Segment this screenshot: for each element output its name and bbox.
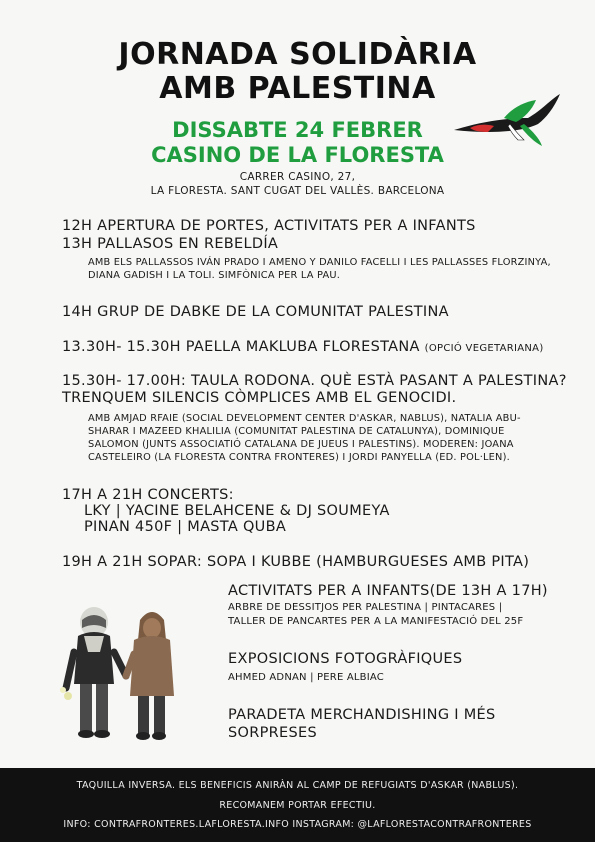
title-line-1: JORNADA SOLIDÀRIA [118,37,477,72]
schedule-dinner: 19H A 21H SOPAR: SOPA I KUBBE (HAMBURGUESES AMB PITA) [62,554,530,570]
schedule-paella-note: (OPCIÓ VEGETARIANA) [424,343,544,354]
schedule-roundtable: 15.30H- 17.00H: TAULA RODONA. QUÈ ESTÀ PASANT A PALESTINA? [62,373,567,389]
event-date: DISSABTE 24 FEBRER [172,118,423,142]
kids-activities-title: ACTIVITATS PER A INFANTS(DE 13H A 17H) [228,583,548,599]
footer-line-1: TAQUILLA INVERSA. ELS BENEFICIS ANIRÀN AL CAMP DE REFUGIATS D'ASKAR (NABLUS). [76,780,519,791]
schedule-dabke: 14H GRUP DE DABKE DE LA COMUNITAT PALESTINA [62,304,449,320]
schedule-roundtable-desc: AMB AMJAD RFAIE (SOCIAL DEVELOPMENT CENTER D'ASKAR, NABLUS), NATALIA ABU-SHARAR I MAZEED KHALILIA (COMUNITAT PALESTINA DE CATALUNYA), DOMINIQUE SALOMON (JUNTS ASSOCIATIÓ CATALANA DE JUEUS I PALESTINS). MODEREN: JOANA CASTELEIRO (LA FLORESTA CONTRA FRONTERES) I JORDI PANYELLA (ED. POL·LEN). [88,413,521,463]
schedule-concerts: 17H A 21H CONCERTS: [62,487,234,503]
kids-activities-line-1: ARBRE DE DESSITJOS PER PALESTINA | PINTACARES | [228,602,503,613]
concerts-line-1: LKY | YACINE BELAHCENE & DJ SOUMEYA [84,503,390,519]
footer-info: INFO: CONTRAFRONTERES.LAFLORESTA.INFO INSTAGRAM: @LAFLORESTACONTRAFRONTERES [63,819,532,830]
footer-bar [0,768,595,842]
schedule-clowns: 13H PALLASOS EN REBELDÍA [62,236,279,252]
address-line-1: CARRER CASINO, 27, [239,171,356,183]
address-line-2: LA FLORESTA. SANT CUGAT DEL VALLÈS. BARCELONA [150,185,445,197]
concerts-line-2: PINAN 450F | MASTA QUBA [84,519,287,535]
event-venue: CASINO DE LA FLORESTA [151,143,444,167]
merch-line-2: SORPRESES [228,725,317,741]
schedule-paella-title: 13.30H- 15.30H PAELLA MAKLUBA FLORESTANA [62,339,420,355]
kids-activities-line-2: TALLER DE PANCARTES PER A LA MANIFESTACIÓ DEL 25F [228,616,524,627]
schedule-clowns-desc: AMB ELS PALLASSOS IVÁN PRADO I AMENO Y DANILO FACELLI I LES PALLASSES FLORZINYA, DIANA GADISH I LA TOLI. SIMFÒNICA PER LA PAU. [88,257,551,281]
title-line-2: AMB PALESTINA [159,71,436,106]
schedule-roundtable-subtitle: TRENQUEM SILENCIS CÒMPLICES AMB EL GENOCIDI. [62,390,457,406]
children-illustration [60,592,185,747]
merch-line-1: PARADETA MERCHANDISHING I MÉS [228,707,496,723]
photo-exhibitions-title: EXPOSICIONS FOTOGRÀFIQUES [228,651,463,667]
photo-exhibitions-names: AHMED ADNAN | PERE ALBIAC [228,672,384,683]
schedule-opening: 12H APERTURA DE PORTES, ACTIVITATS PER A INFANTS [62,218,476,234]
schedule-paella [62,338,544,358]
footer-line-2: RECOMANEM PORTAR EFECTIU. [219,800,376,811]
